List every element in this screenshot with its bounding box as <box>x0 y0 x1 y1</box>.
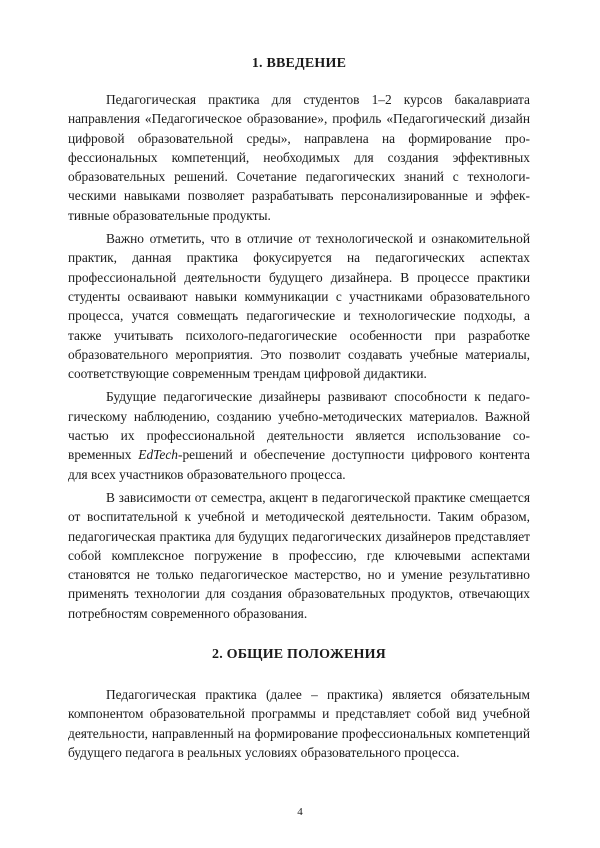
paragraph: Педагогическая практика для студентов 1–2 курсов бакалавриата направления «Педагогическое образование», профиль «Педагогический дизайн цифровой образовательной среды», направлена на формирование профессиональных компетенций, необходимых для создания эффективных образовательных решений. Сочетание педагогических знаний с технологическими навыками позволяет разрабатывать персонализированные и эффективные образовательные продукты. <box>68 92 530 223</box>
paragraph: Педагогическая практика (далее – практика) является обязательным компонентом образовательной программы и представляет собой вид учебной деятельности, направленный на формирование профессиональных компетенций будущего педагога в реальных условиях образовательного процесса. <box>68 687 530 760</box>
paragraph: В зависимости от семестра, акцент в педагогической практике смещается от воспитательной к учебной и методической деятельности. Таким образом, педагогическая практика для будущих педагогических дизайнеров представляет собой комплексное погружение в профессию, где ключевыми аспектами становятся не только педагогическое мастерство, но и умение результативно применять технологии для создания образовательных продуктов, отвечающих потребностям современного образования. <box>68 489 530 621</box>
emphasis-edtech: EdTech <box>138 447 178 463</box>
section-heading-general-provisions: 2. ОБЩИЕ ПОЛОЖЕНИЯ <box>212 647 386 663</box>
page-content <box>68 56 530 766</box>
paragraph-text: -решений и обеспечение доступности цифрового контента для всех участников образовательного процесса. <box>68 447 530 482</box>
paragraph <box>68 387 530 483</box>
paragraph-text: Будущие педагогические дизайнеры развивают способности к педагогическому наблюдению, созданию учебно-методических материалов. Важной частью их профессиональной деятельности является использование современных <box>68 389 530 463</box>
page-number: 4 <box>297 806 303 818</box>
section-heading-introduction: 1. ВВЕДЕНИЕ <box>251 56 347 71</box>
paragraph: Важно отметить, что в отличие от технологической и ознакомительной практик, данная практика фокусируется на педагогических аспектах профессиональной деятельности будущего дизайнера. В процессе практики студенты осваивают навыки коммуникации с участниками образовательного процесса, учатся совмещать педагогические и технологические подходы, а также учитывать психолого-педагогические особенности при разработке образовательного мероприятия. Это позволит создавать учебные материалы, соответствующие современным трендам цифровой дидактики. <box>68 231 530 382</box>
